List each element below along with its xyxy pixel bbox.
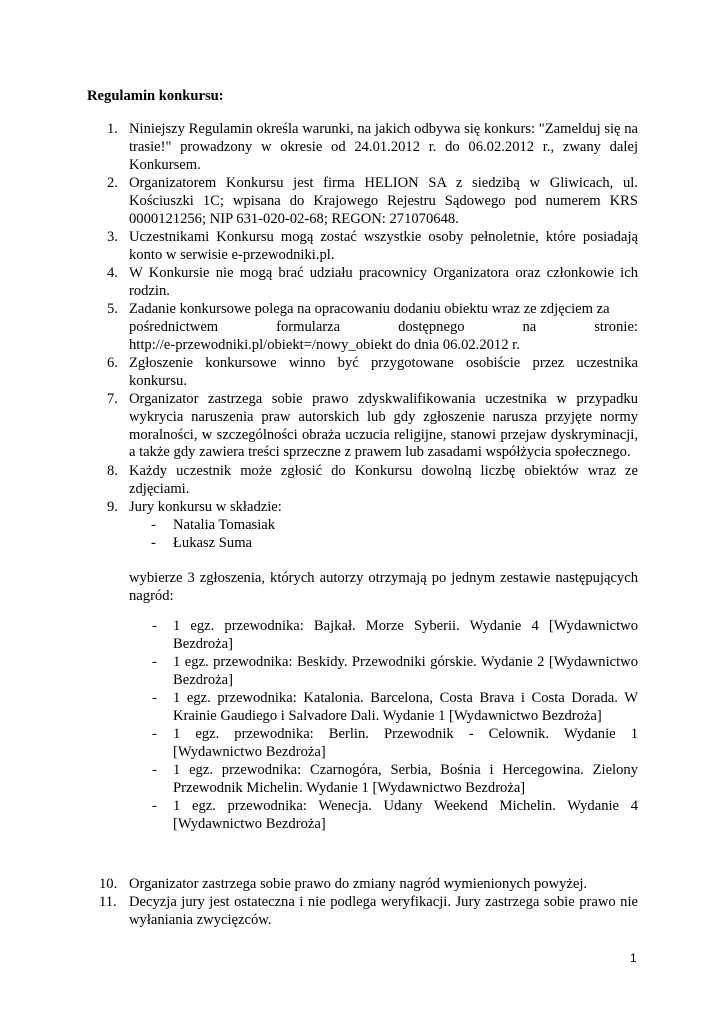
dash-bullet: -	[152, 654, 157, 670]
list-item	[107, 265, 638, 301]
list-item	[99, 894, 638, 930]
item-number: 11.	[99, 894, 117, 910]
prize-item: 1 egz. przewodnika: Bajkał. Morze Syberii. Wydanie 4 [Wydawnictwo Bezdroża]	[173, 618, 638, 652]
item-url-line: http://e-przewodniki.pl/obiekt=/nowy_obiekt do dnia 06.02.2012 r.	[129, 336, 520, 353]
item-number: 5.	[107, 301, 118, 317]
item-number: 7.	[107, 391, 118, 407]
list-item	[107, 301, 638, 354]
dash-bullet: -	[152, 762, 157, 778]
item-number: 8.	[107, 463, 118, 479]
item-word: formularza	[276, 318, 341, 335]
prize-item: 1 egz. przewodnika: Berlin. Przewodnik - Celownik. Wydanie 1 [Wydawnictwo Bezdroża]	[173, 726, 638, 760]
list-item	[107, 355, 638, 391]
list-item	[99, 876, 638, 894]
item-text: Organizator zastrzega sobie prawo do zmiany nagród wymienionych powyżej.	[129, 876, 588, 892]
prize-item: 1 egz. przewodnika: Katalonia. Barcelona, Costa Brava i Costa Dorada. W Krainie Gaudiego i Salvadore Dali. Wydanie 1 [Wydawnictwo Bezdroża]	[173, 690, 638, 724]
item-number: 4.	[107, 265, 118, 281]
list-item	[107, 121, 638, 174]
dash-bullet: -	[152, 690, 157, 706]
item-text: Organizator zastrzega sobie prawo zdyskwalifikowania uczestnika w przypadku wykrycia naruszenia praw autorskich lub gdy zgłoszenie narusza przyjęte normy moralności, w szczególności obraża uczucia religijne, stanowi przejaw dyskryminacji, a także gdy zawiera treści sprzeczne z prawem lub zasadami współżycia społecznego.	[129, 391, 638, 461]
dash-bullet: -	[151, 517, 156, 533]
dash-bullet: -	[152, 726, 157, 742]
list-item	[107, 175, 638, 228]
item-text-line	[129, 319, 638, 337]
document-title: Regulamin konkursu:	[87, 88, 224, 104]
item-text: Każdy uczestnik może zgłosić do Konkursu dowolną liczbę obiektów wraz ze zdjęciami.	[129, 463, 638, 497]
item-text: Zgłoszenie konkursowe winno być przygotowane osobiście przez uczestnika konkursu.	[129, 355, 638, 389]
dash-bullet: -	[152, 618, 157, 634]
item-text: Niniejszy Regulamin określa warunki, na jakich odbywa się konkurs: "Zamelduj się na trasie!" prowadzony w okresie od 24.01.2012 r. do 06.02.2012 r., zwany dalej Konkursem.	[129, 121, 638, 173]
item-number: 3.	[107, 229, 118, 245]
dash-bullet: -	[152, 798, 157, 814]
jury-name: Natalia Tomasiak	[173, 517, 276, 533]
item-word: dostępnego	[398, 318, 465, 335]
list-item	[107, 463, 638, 499]
page-number: 1	[630, 951, 637, 965]
item-text: Jury konkursu w składzie:	[129, 499, 282, 515]
item-word: stronie:	[594, 318, 638, 335]
item-number: 9.	[107, 499, 118, 515]
item-word: na	[522, 318, 537, 335]
dash-bullet: -	[151, 535, 156, 551]
item-word: pośrednictwem	[129, 318, 219, 335]
item-text: Organizatorem Konkursu jest firma HELION SA z siedzibą w Gliwicach, ul. Kościuszki 1C; wpisana do Krajowego Rejestru Sądowego pod numerem KRS 0000121256; NIP 631-020-02-68; REGON: 271070648.	[129, 175, 638, 227]
item-number: 6.	[107, 355, 118, 371]
item-text-line: Zadanie konkursowe polega na opracowaniu dodaniu obiektu wraz ze zdjęciem za	[129, 301, 610, 317]
item-text: Uczestnikami Konkursu mogą zostać wszystkie osoby pełnoletnie, które posiadają konto w serwisie e-przewodniki.pl.	[129, 229, 638, 263]
prize-item: 1 egz. przewodnika: Wenecja. Udany Weekend Michelin. Wydanie 4 [Wydawnictwo Bezdroża]	[173, 798, 638, 832]
item-text: W Konkursie nie mogą brać udziału pracownicy Organizatora oraz członkowie ich rodzin.	[129, 265, 638, 299]
prize-item: 1 egz. przewodnika: Beskidy. Przewodniki górskie. Wydanie 2 [Wydawnictwo Bezdroża]	[173, 654, 638, 688]
prize-item: 1 egz. przewodnika: Czarnogóra, Serbia, Bośnia i Hercegowina. Zielony Przewodnik Michelin. Wydanie 1 [Wydawnictwo Bezdroża]	[173, 762, 638, 796]
list-item	[107, 391, 638, 462]
jury-name: Łukasz Suma	[173, 535, 253, 551]
list-item	[107, 229, 638, 265]
item-number: 2.	[107, 175, 118, 191]
item-text: Decyzja jury jest ostateczna i nie podlega weryfikacji. Jury zastrzega sobie prawo nie wyłaniania zwycięzców.	[129, 894, 638, 928]
item-number: 10.	[99, 876, 118, 892]
prize-intro: wybierze 3 zgłoszenia, których autorzy otrzymają po jednym zestawie następujących nagród:	[129, 570, 638, 604]
item-number: 1.	[107, 121, 118, 137]
list-item	[107, 499, 638, 517]
